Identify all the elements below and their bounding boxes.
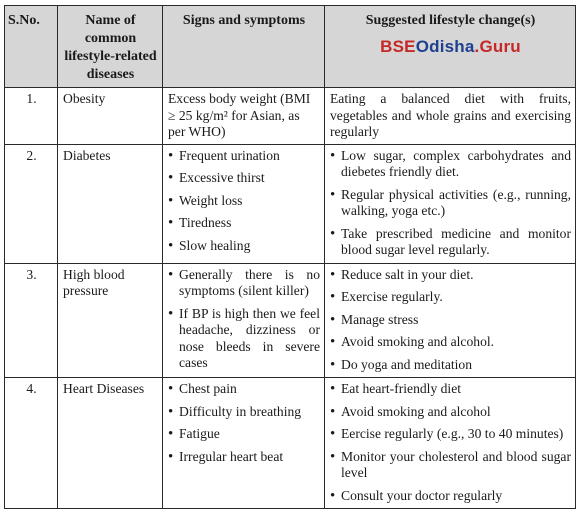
list-item: • Eercise regularly (e.g., 30 to 40 minutes)	[330, 426, 571, 443]
list-item: • Tiredness	[168, 215, 320, 232]
list-item: • Avoid smoking and alcohol	[330, 404, 571, 421]
lifestyle-diseases-table	[4, 5, 576, 509]
list-item: • Slow healing	[168, 238, 320, 255]
list-item: • Do yoga and meditation	[330, 357, 571, 374]
list-item: • Avoid smoking and alcohol.	[330, 334, 571, 351]
list-item: • Chest pain	[168, 381, 320, 398]
list-item: • If BP is high then we feel headache, dizziness or nose bleeds in severe cases	[168, 306, 320, 372]
list-item: • Generally there is no symptoms (silent killer)	[168, 267, 320, 300]
disease-name: High blood pressure	[58, 263, 163, 378]
list-item: • Difficulty in breathing	[168, 404, 320, 421]
list-item: • Exercise regularly.	[330, 289, 571, 306]
disease-name: Heart Diseases	[58, 378, 163, 509]
list-item: • Excessive thirst	[168, 170, 320, 187]
list-item: • Irregular heart beat	[168, 449, 320, 466]
header-lifestyle-change: Suggested lifestyle change(s) BSEOdisha.Guru	[325, 6, 576, 88]
header-sno: S.No.	[5, 6, 58, 88]
table-row	[5, 263, 576, 378]
change-cell: Eating a balanced diet with fruits, vegetables and whole grains and exercising regularly	[325, 88, 576, 145]
header-disease-name: Name of common lifestyle-related diseases	[58, 6, 163, 88]
list-item: • Consult your doctor regularly	[330, 488, 571, 505]
row-number: 3.	[5, 263, 58, 378]
list-item: • Frequent urination	[168, 148, 320, 165]
signs-cell: Excess body weight (BMI ≥ 25 kg/m² for Asian, as per WHO)	[163, 88, 325, 145]
change-cell	[325, 263, 576, 378]
list-item: • Monitor your cholesterol and blood sugar level	[330, 449, 571, 482]
table-row	[5, 88, 576, 145]
list-item: • Reduce salt in your diet.	[330, 267, 571, 284]
list-item: • Take prescribed medicine and monitor blood sugar level regularly.	[330, 226, 571, 259]
change-cell	[325, 144, 576, 263]
list-item: • Fatigue	[168, 426, 320, 443]
signs-cell	[163, 263, 325, 378]
row-number: 1.	[5, 88, 58, 145]
header-signs-symptoms: Signs and symptoms	[163, 6, 325, 88]
list-item: • Eat heart-friendly diet	[330, 381, 571, 398]
signs-cell	[163, 144, 325, 263]
table-row	[5, 144, 576, 263]
disease-name: Diabetes	[58, 144, 163, 263]
signs-cell	[163, 378, 325, 509]
site-watermark: BSEOdisha.Guru	[380, 37, 521, 56]
list-item: • Low sugar, complex carbohydrates and diebetes friendly diet.	[330, 148, 571, 181]
disease-name: Obesity	[58, 88, 163, 145]
change-cell	[325, 378, 576, 509]
table-row	[5, 378, 576, 509]
row-number: 2.	[5, 144, 58, 263]
row-number: 4.	[5, 378, 58, 509]
list-item: • Regular physical activities (e.g., running, walking, yoga etc.)	[330, 187, 571, 220]
list-item: • Manage stress	[330, 312, 571, 329]
header-row	[5, 6, 576, 88]
list-item: • Weight loss	[168, 193, 320, 210]
